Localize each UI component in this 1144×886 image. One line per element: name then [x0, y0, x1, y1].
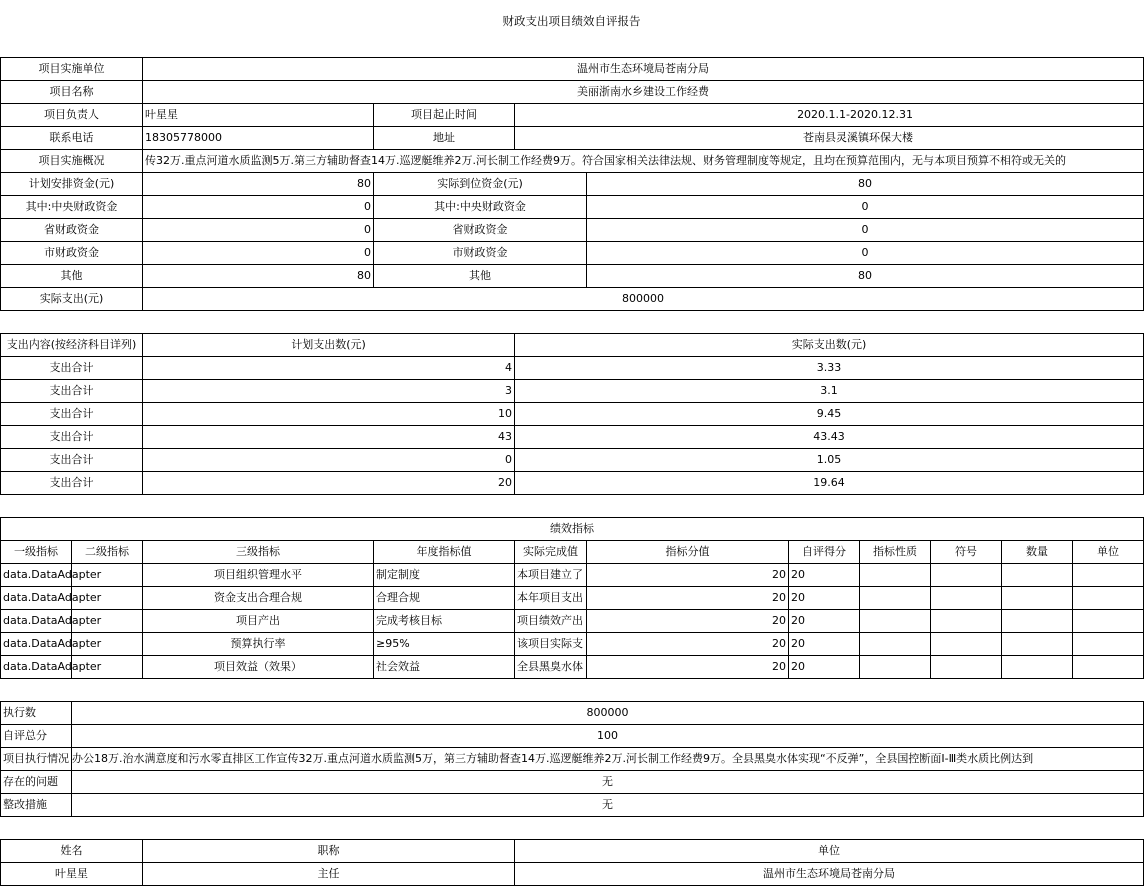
table-row [1, 288, 1144, 311]
expense-header-content: 支出内容(按经济科目详列) [1, 334, 143, 357]
table-row [1, 449, 1144, 472]
expense-plan: 4 [143, 357, 515, 380]
perf-self-score: 20 [789, 633, 860, 656]
table-header-row [1, 541, 1144, 564]
perf-done: 项目绩效产出 [515, 610, 587, 633]
table-row [1, 150, 1144, 173]
perf-header-self-score: 自评得分 [789, 541, 860, 564]
fund-value-right: 80 [587, 265, 1144, 288]
fund-value-left: 0 [143, 219, 374, 242]
table-row [1, 380, 1144, 403]
perf-level1: data.DataAdapter [1, 610, 72, 633]
perf-nature [860, 633, 931, 656]
perf-header-symbol: 符号 [931, 541, 1002, 564]
expense-plan: 0 [143, 449, 515, 472]
table-row [1, 702, 1144, 725]
table-row [1, 863, 1144, 886]
table-row [1, 587, 1144, 610]
address-label: 地址 [374, 127, 515, 150]
perf-self-score: 20 [789, 656, 860, 679]
perf-symbol [931, 610, 1002, 633]
phone-label: 联系电话 [1, 127, 143, 150]
table-row [1, 610, 1144, 633]
situation-label: 项目执行情况 [1, 748, 72, 771]
table-row [1, 472, 1144, 495]
table-row [1, 104, 1144, 127]
overview-value: 传32万.重点河道水质监测5万.第三方辅助督查14万.巡逻艇维养2万.河长制工作经费9万。符合国家相关法律法规、财务管理制度等规定，且均在预算范围内，无与本项目预算不相符或无关的 [143, 150, 1144, 173]
perf-symbol [931, 633, 1002, 656]
perf-target: 完成考核目标 [374, 610, 515, 633]
basic-info-table [0, 57, 1144, 311]
period-label: 项目起止时间 [374, 104, 515, 127]
perf-unit [1073, 564, 1144, 587]
project-name-value: 美丽浙南水乡建设工作经费 [143, 81, 1144, 104]
exec-label: 执行数 [1, 702, 72, 725]
perf-nature [860, 610, 931, 633]
perf-nature [860, 587, 931, 610]
perf-score: 20 [587, 564, 789, 587]
table-row [1, 265, 1144, 288]
perf-quantity [1002, 610, 1073, 633]
actual-expense-label: 实际支出(元) [1, 288, 143, 311]
fund-label-left: 市财政资金 [1, 242, 143, 265]
perf-nature [860, 656, 931, 679]
phone-value: 18305778000 [143, 127, 374, 150]
perf-self-score: 20 [789, 564, 860, 587]
fund-label-left: 其中:中央财政资金 [1, 196, 143, 219]
performance-table [0, 517, 1144, 679]
perf-score: 20 [587, 587, 789, 610]
table-row [1, 219, 1144, 242]
perf-self-score: 20 [789, 610, 860, 633]
perf-nature [860, 564, 931, 587]
perf-header-level1: 一级指标 [1, 541, 72, 564]
performance-title: 绩效指标 [1, 518, 1144, 541]
perf-level3: 项目效益（效果） [143, 656, 374, 679]
expense-plan: 3 [143, 380, 515, 403]
perf-score: 20 [587, 633, 789, 656]
actual-expense-value: 800000 [143, 288, 1144, 311]
perf-header-quantity: 数量 [1002, 541, 1073, 564]
expense-plan: 10 [143, 403, 515, 426]
expense-plan: 20 [143, 472, 515, 495]
perf-target: 制定制度 [374, 564, 515, 587]
expense-name: 支出合计 [1, 449, 143, 472]
perf-quantity [1002, 564, 1073, 587]
fund-label-left: 计划安排资金(元) [1, 173, 143, 196]
signer-title-label: 职称 [143, 840, 515, 863]
perf-done: 本项目建立了 [515, 564, 587, 587]
summary-table [0, 701, 1144, 817]
fund-value-left: 80 [143, 173, 374, 196]
perf-score: 20 [587, 610, 789, 633]
signer-title: 主任 [143, 863, 515, 886]
perf-unit [1073, 587, 1144, 610]
table-row [1, 633, 1144, 656]
leader-value: 叶星星 [143, 104, 374, 127]
perf-level1: data.DataAdapter [1, 564, 72, 587]
table-row [1, 748, 1144, 771]
perf-self-score: 20 [789, 587, 860, 610]
unit-label: 项目实施单位 [1, 58, 143, 81]
perf-done: 本年项目支出 [515, 587, 587, 610]
table-row [1, 173, 1144, 196]
fund-label-left: 省财政资金 [1, 219, 143, 242]
fund-label-right: 市财政资金 [374, 242, 587, 265]
perf-unit [1073, 633, 1144, 656]
expense-name: 支出合计 [1, 472, 143, 495]
table-header-row [1, 840, 1144, 863]
fund-value-left: 0 [143, 196, 374, 219]
expense-header-actual: 实际支出数(元) [515, 334, 1144, 357]
period-value: 2020.1.1-2020.12.31 [515, 104, 1144, 127]
perf-done: 全县黑臭水体 [515, 656, 587, 679]
perf-symbol [931, 656, 1002, 679]
issues-value: 无 [72, 771, 1144, 794]
perf-level3: 预算执行率 [143, 633, 374, 656]
signer-unit-label: 单位 [515, 840, 1144, 863]
measures-value: 无 [72, 794, 1144, 817]
table-row [1, 127, 1144, 150]
fund-value-left: 0 [143, 242, 374, 265]
perf-level3: 资金支出合理合规 [143, 587, 374, 610]
expense-header-plan: 计划支出数(元) [143, 334, 515, 357]
perf-header-score: 指标分值 [587, 541, 789, 564]
perf-unit [1073, 610, 1144, 633]
perf-header-level3: 三级指标 [143, 541, 374, 564]
table-row [1, 357, 1144, 380]
overview-label: 项目实施概况 [1, 150, 143, 173]
perf-header-target: 年度指标值 [374, 541, 515, 564]
fund-value-right: 0 [587, 196, 1144, 219]
table-header-row [1, 334, 1144, 357]
fund-label-right: 实际到位资金(元) [374, 173, 587, 196]
signer-table [0, 839, 1144, 886]
expense-name: 支出合计 [1, 357, 143, 380]
perf-quantity [1002, 656, 1073, 679]
measures-label: 整改措施 [1, 794, 72, 817]
total-score-label: 自评总分 [1, 725, 72, 748]
expense-actual: 1.05 [515, 449, 1144, 472]
perf-header-done: 实际完成值 [515, 541, 587, 564]
perf-target: 社会效益 [374, 656, 515, 679]
expense-table [0, 333, 1144, 495]
fund-label-right: 其他 [374, 265, 587, 288]
expense-actual: 9.45 [515, 403, 1144, 426]
report-title: 财政支出项目绩效自评报告 [502, 14, 641, 28]
expense-actual: 3.33 [515, 357, 1144, 380]
table-row [1, 242, 1144, 265]
expense-actual: 3.1 [515, 380, 1144, 403]
perf-header-unit: 单位 [1073, 541, 1144, 564]
perf-done: 该项目实际支 [515, 633, 587, 656]
fund-label-right: 省财政资金 [374, 219, 587, 242]
perf-level1: data.DataAdapter [1, 656, 72, 679]
table-row [1, 426, 1144, 449]
signer-name-label: 姓名 [1, 840, 143, 863]
perf-quantity [1002, 587, 1073, 610]
expense-name: 支出合计 [1, 380, 143, 403]
perf-symbol [931, 587, 1002, 610]
table-row [1, 771, 1144, 794]
expense-name: 支出合计 [1, 426, 143, 449]
situation-value: 办公18万.治水满意度和污水零直排区工作宣传32万.重点河道水质监测5万，第三方辅助督查14万.巡逻艇维养2万.河长制工作经费9万。全县黑臭水体实现“不反弹”，全县国控断面Ⅰ-Ⅲ类水质比例达到 [72, 748, 1144, 771]
perf-target: 合理合规 [374, 587, 515, 610]
fund-value-left: 80 [143, 265, 374, 288]
unit-value: 温州市生态环境局苍南分局 [143, 58, 1144, 81]
perf-symbol [931, 564, 1002, 587]
fund-label-left: 其他 [1, 265, 143, 288]
fund-label-right: 其中:中央财政资金 [374, 196, 587, 219]
table-row [1, 794, 1144, 817]
perf-target: ≥95% [374, 633, 515, 656]
expense-name: 支出合计 [1, 403, 143, 426]
table-row [1, 196, 1144, 219]
table-row [1, 564, 1144, 587]
total-score-value: 100 [72, 725, 1144, 748]
table-row [1, 518, 1144, 541]
perf-header-nature: 指标性质 [860, 541, 931, 564]
fund-value-right: 0 [587, 219, 1144, 242]
perf-score: 20 [587, 656, 789, 679]
perf-level1: data.DataAdapter [1, 587, 72, 610]
perf-header-level2: 二级指标 [72, 541, 143, 564]
issues-label: 存在的问题 [1, 771, 72, 794]
expense-actual: 43.43 [515, 426, 1144, 449]
leader-label: 项目负责人 [1, 104, 143, 127]
expense-plan: 43 [143, 426, 515, 449]
fund-value-right: 80 [587, 173, 1144, 196]
signer-unit: 温州市生态环境局苍南分局 [515, 863, 1144, 886]
perf-unit [1073, 656, 1144, 679]
perf-level3: 项目产出 [143, 610, 374, 633]
table-row [1, 81, 1144, 104]
exec-value: 800000 [72, 702, 1144, 725]
table-row [1, 656, 1144, 679]
table-row [1, 403, 1144, 426]
perf-level1: data.DataAdapter [1, 633, 72, 656]
project-name-label: 项目名称 [1, 81, 143, 104]
perf-level3: 项目组织管理水平 [143, 564, 374, 587]
perf-quantity [1002, 633, 1073, 656]
table-row [1, 725, 1144, 748]
expense-actual: 19.64 [515, 472, 1144, 495]
signer-name: 叶星星 [1, 863, 143, 886]
address-value: 苍南县灵溪镇环保大楼 [515, 127, 1144, 150]
table-row [1, 58, 1144, 81]
fund-value-right: 0 [587, 242, 1144, 265]
